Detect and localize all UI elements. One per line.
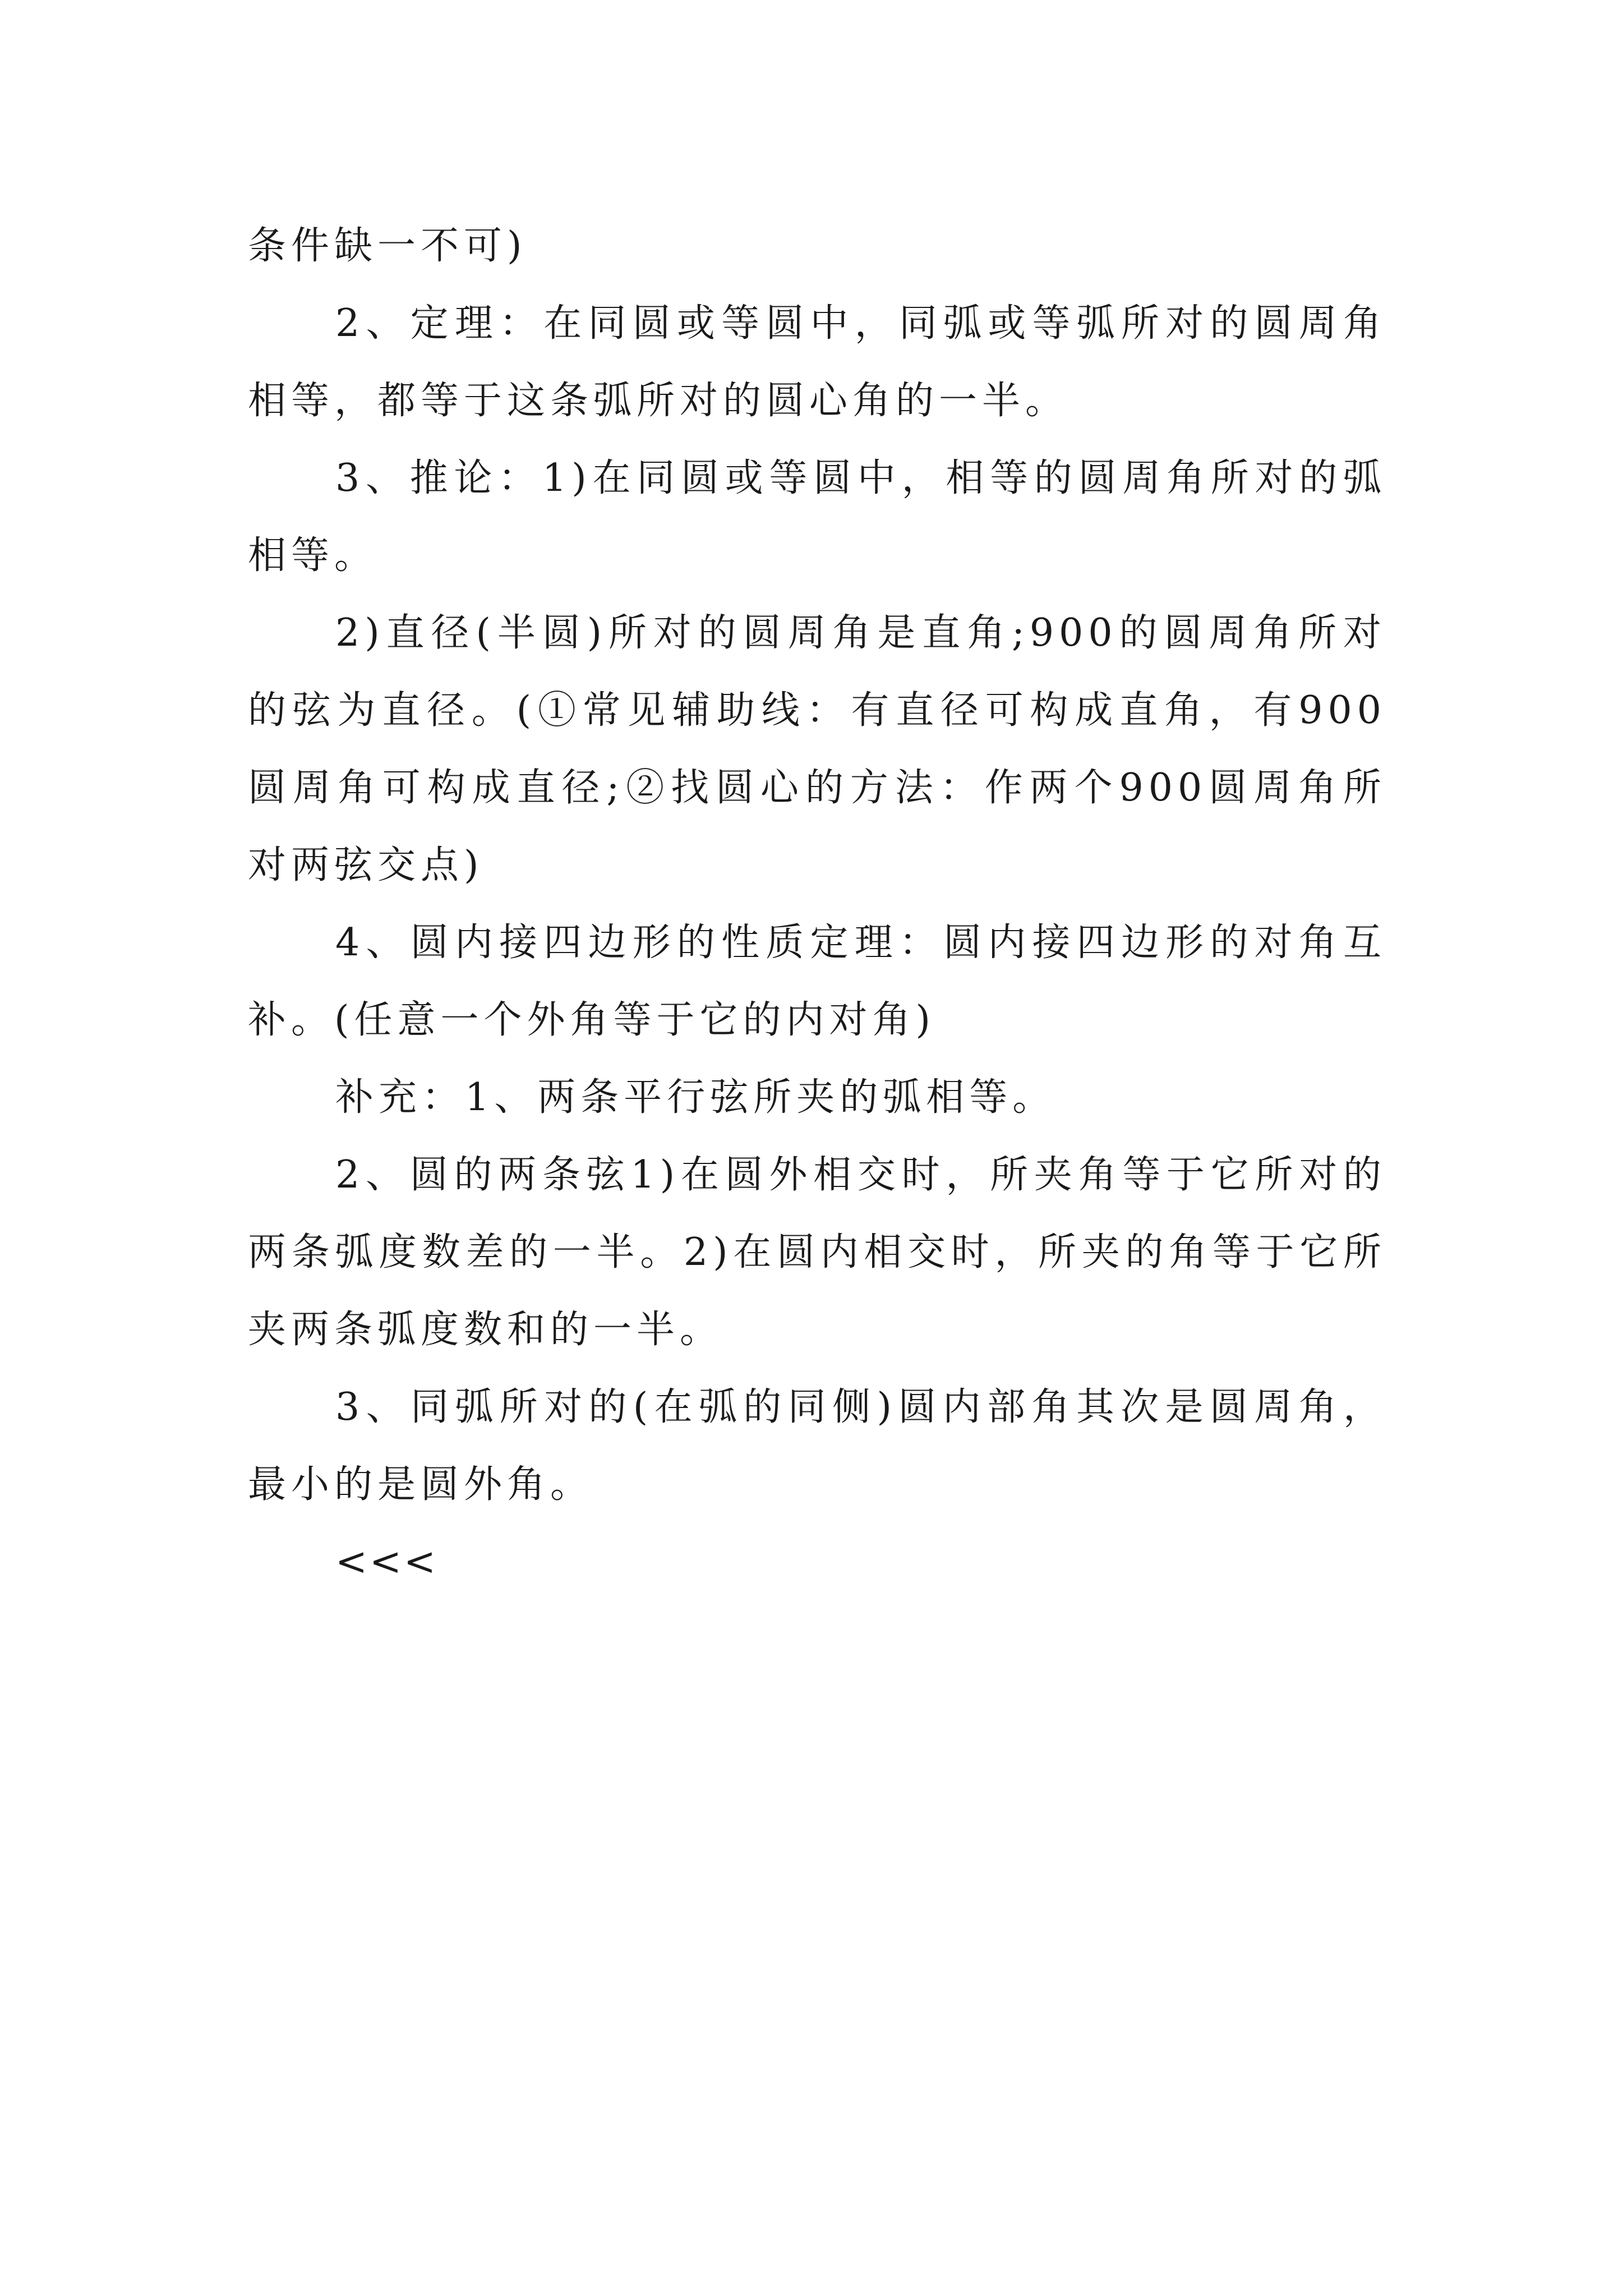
document-body: [248, 208, 1386, 1601]
paragraph-1: 条件缺一不可): [248, 224, 527, 268]
paragraph-4: 2)直径(半圆)所对的圆周角是直角;900的圆周角所对的弦为直径。(①常见辅助线：有直径可构成直角，有900圆周角可构成直径;②找圆心的方法：作两个900圆周角所对两弦交点): [248, 611, 1386, 887]
paragraph-3: 3、推论：1)在同圆或等圆中，相等的圆周角所对的弧相等。: [248, 456, 1386, 578]
end-marker: <<<: [335, 1540, 438, 1584]
paragraph-2: 2、定理：在同圆或等圆中，同弧或等弧所对的圆周角相等，都等于这条弧所对的圆心角的一半。: [248, 301, 1386, 423]
paragraph-8: 3、同弧所对的(在弧的同侧)圆内部角其次是圆周角，最小的是圆外角。: [248, 1385, 1386, 1507]
paragraph-6: 补充：1、两条平行弦所夹的弧相等。: [335, 1075, 1056, 1120]
paragraph-7: 2、圆的两条弦1)在圆外相交时，所夹角等于它所对的两条弧度数差的一半。2)在圆内相交时，所夹的角等于它所夹两条弧度数和的一半。: [248, 1153, 1386, 1352]
paragraph-5: 4、圆内接四边形的性质定理：圆内接四边形的对角互补。(任意一个外角等于它的内对角): [248, 921, 1386, 1042]
